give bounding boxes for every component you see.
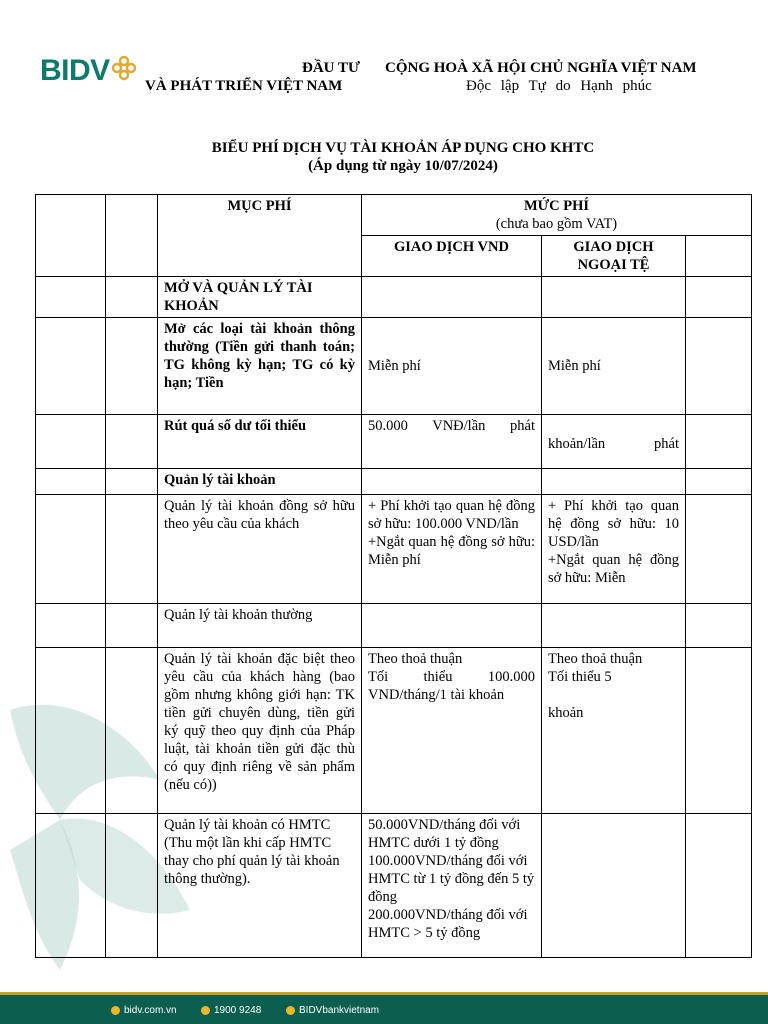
row-item: Quản lý tài khoản đồng sở hữu theo yêu cầu của khách [158, 495, 362, 604]
header-fx-column: GIAO DỊCH NGOẠI TỆ [542, 236, 686, 277]
blank-cell [686, 277, 752, 318]
row-vnd-fee [362, 604, 542, 648]
phone-icon [201, 1006, 210, 1015]
row-fx-fee [542, 495, 686, 604]
blank-cell [686, 604, 752, 648]
header-muc-phi: MỤC PHÍ [158, 195, 362, 277]
row-vnd-fee: Miễn phí [362, 318, 542, 415]
document-subtitle: (Áp dụng từ ngày 10/07/2024) [308, 158, 498, 174]
blank-cell [106, 604, 158, 648]
row-vnd-fee: + Phí khởi tạo quan hệ đồng sở hữu: 100.000 VND/lần +Ngắt quan hệ đồng sở hữu: Miễn phí [362, 495, 542, 604]
fee-table [35, 194, 752, 958]
header-blank-cell [36, 195, 106, 277]
blank-cell [686, 648, 752, 814]
table-row [36, 648, 752, 814]
blank-cell [686, 469, 752, 495]
row-item: MỞ VÀ QUẢN LÝ TÀI KHOẢN [158, 277, 362, 318]
row-vnd-fee: Theo thoả thuận Tối thiểu 100.000 VND/tháng/1 tài khoản [362, 648, 542, 814]
row-fx-fee [542, 277, 686, 318]
row-item: Quản lý tài khoản thường [158, 604, 362, 648]
footer-social [286, 1005, 379, 1016]
footer-website [111, 1005, 177, 1016]
blank-cell [106, 648, 158, 814]
globe-icon [111, 1006, 120, 1015]
header-blank-cell [106, 195, 158, 277]
blank-cell [106, 469, 158, 495]
table-row [36, 814, 752, 958]
blank-cell [36, 415, 106, 469]
row-item: Quản lý tài khoản đặc biệt theo yêu cầu của khách hàng (bao gồm nhưng không giới hạn: TK tiền gửi chuyên dùng, tiền gửi ký quỹ theo quy định của Pháp luật, tài khoản tiền gửi đặc thù có quy định riêng về sản phẩm (nếu có)) [158, 648, 362, 814]
table-row [36, 469, 752, 495]
row-item: Rút quá số dư tối thiểu [158, 415, 362, 469]
footer-hotline-text: 1900 9248 [214, 1005, 262, 1016]
page-footer [0, 992, 768, 1024]
document-title: BIỂU PHÍ DỊCH VỤ TÀI KHOẢN ÁP DỤNG CHO KHTC [211, 140, 595, 156]
blank-cell [686, 814, 752, 958]
blank-cell [36, 814, 106, 958]
footer-social-text: BIDVbankvietnam [299, 1005, 380, 1016]
nation-title: CỘNG HOÀ XÃ HỘI CHỦ NGHĨA VIỆT NAM [385, 60, 697, 76]
table-row [36, 495, 752, 604]
row-fx-fee-text: + Phí khởi tạo quan hệ đồng sở hữu: 10 USD/lần +Ngắt quan hệ đồng sở hữu: Miễn [548, 498, 679, 586]
row-vnd-fee [362, 469, 542, 495]
table-row [36, 318, 752, 415]
footer-hotline [201, 1005, 261, 1016]
blank-cell [36, 648, 106, 814]
blank-cell [36, 318, 106, 415]
row-vnd-fee: 50.000 VNĐ/lần phát [362, 415, 542, 469]
blank-cell [36, 604, 106, 648]
row-item-text: Mở các loại tài khoản thông thường (Tiền gửi thanh toán; TG không kỳ hạn; TG có kỳ hạn; Tiền [164, 321, 355, 391]
table-header-row [36, 195, 752, 236]
row-fx-fee [542, 814, 686, 958]
row-vnd-fee [362, 277, 542, 318]
row-fx-fee [542, 469, 686, 495]
blank-cell [36, 277, 106, 318]
header-rate-title: MỨC PHÍ [523, 198, 590, 214]
blank-cell [106, 318, 158, 415]
blank-cell [106, 495, 158, 604]
org-name-line1: ĐẦU TƯ [302, 60, 360, 76]
row-vnd-fee: 50.000VND/tháng đối với HMTC dưới 1 tỷ đồng 100.000VND/tháng đối với HMTC từ 1 tỷ đồng đến 5 tỷ đồng 200.000VND/tháng đối với HMTC > 5 tỷ đồng [362, 814, 542, 958]
blank-cell [106, 415, 158, 469]
bidv-logo-emblem-icon [111, 55, 137, 81]
facebook-icon [286, 1006, 295, 1015]
blank-cell [36, 469, 106, 495]
footer-website-text: bidv.com.vn [124, 1005, 177, 1016]
bidv-logo [40, 56, 137, 86]
row-item: Quản lý tài khoản có HMTC (Thu một lần khi cấp HMTC thay cho phí quản lý tài khoản thông thường). [158, 814, 362, 958]
row-fx-fee: Theo thoả thuận Tối thiểu 5 khoản [542, 648, 686, 814]
blank-cell [106, 277, 158, 318]
row-fx-fee [542, 604, 686, 648]
bidv-logo-text: BIDV [40, 54, 110, 87]
blank-cell [36, 495, 106, 604]
table-row [36, 277, 752, 318]
row-item: Quản lý tài khoản [158, 469, 362, 495]
blank-cell [686, 318, 752, 415]
row-item [158, 318, 362, 415]
table-row [36, 604, 752, 648]
row-fx-fee: Miễn phí [542, 318, 686, 415]
header-vat-note: (chưa bao gồm VAT) [495, 216, 618, 232]
nation-motto: Độc lập Tự do Hạnh phúc [466, 78, 652, 94]
org-name-line2: VÀ PHÁT TRIỂN VIỆT NAM [145, 78, 343, 94]
header-vnd-column: GIAO DỊCH VND [362, 236, 542, 277]
header-blank-cell [686, 236, 752, 277]
blank-cell [106, 814, 158, 958]
blank-cell [686, 415, 752, 469]
header-muc-phi-rate [362, 195, 752, 236]
footer-accent-strip [0, 992, 768, 995]
table-row [36, 415, 752, 469]
blank-cell [686, 495, 752, 604]
row-fx-fee: khoản/lần phát [542, 415, 686, 469]
